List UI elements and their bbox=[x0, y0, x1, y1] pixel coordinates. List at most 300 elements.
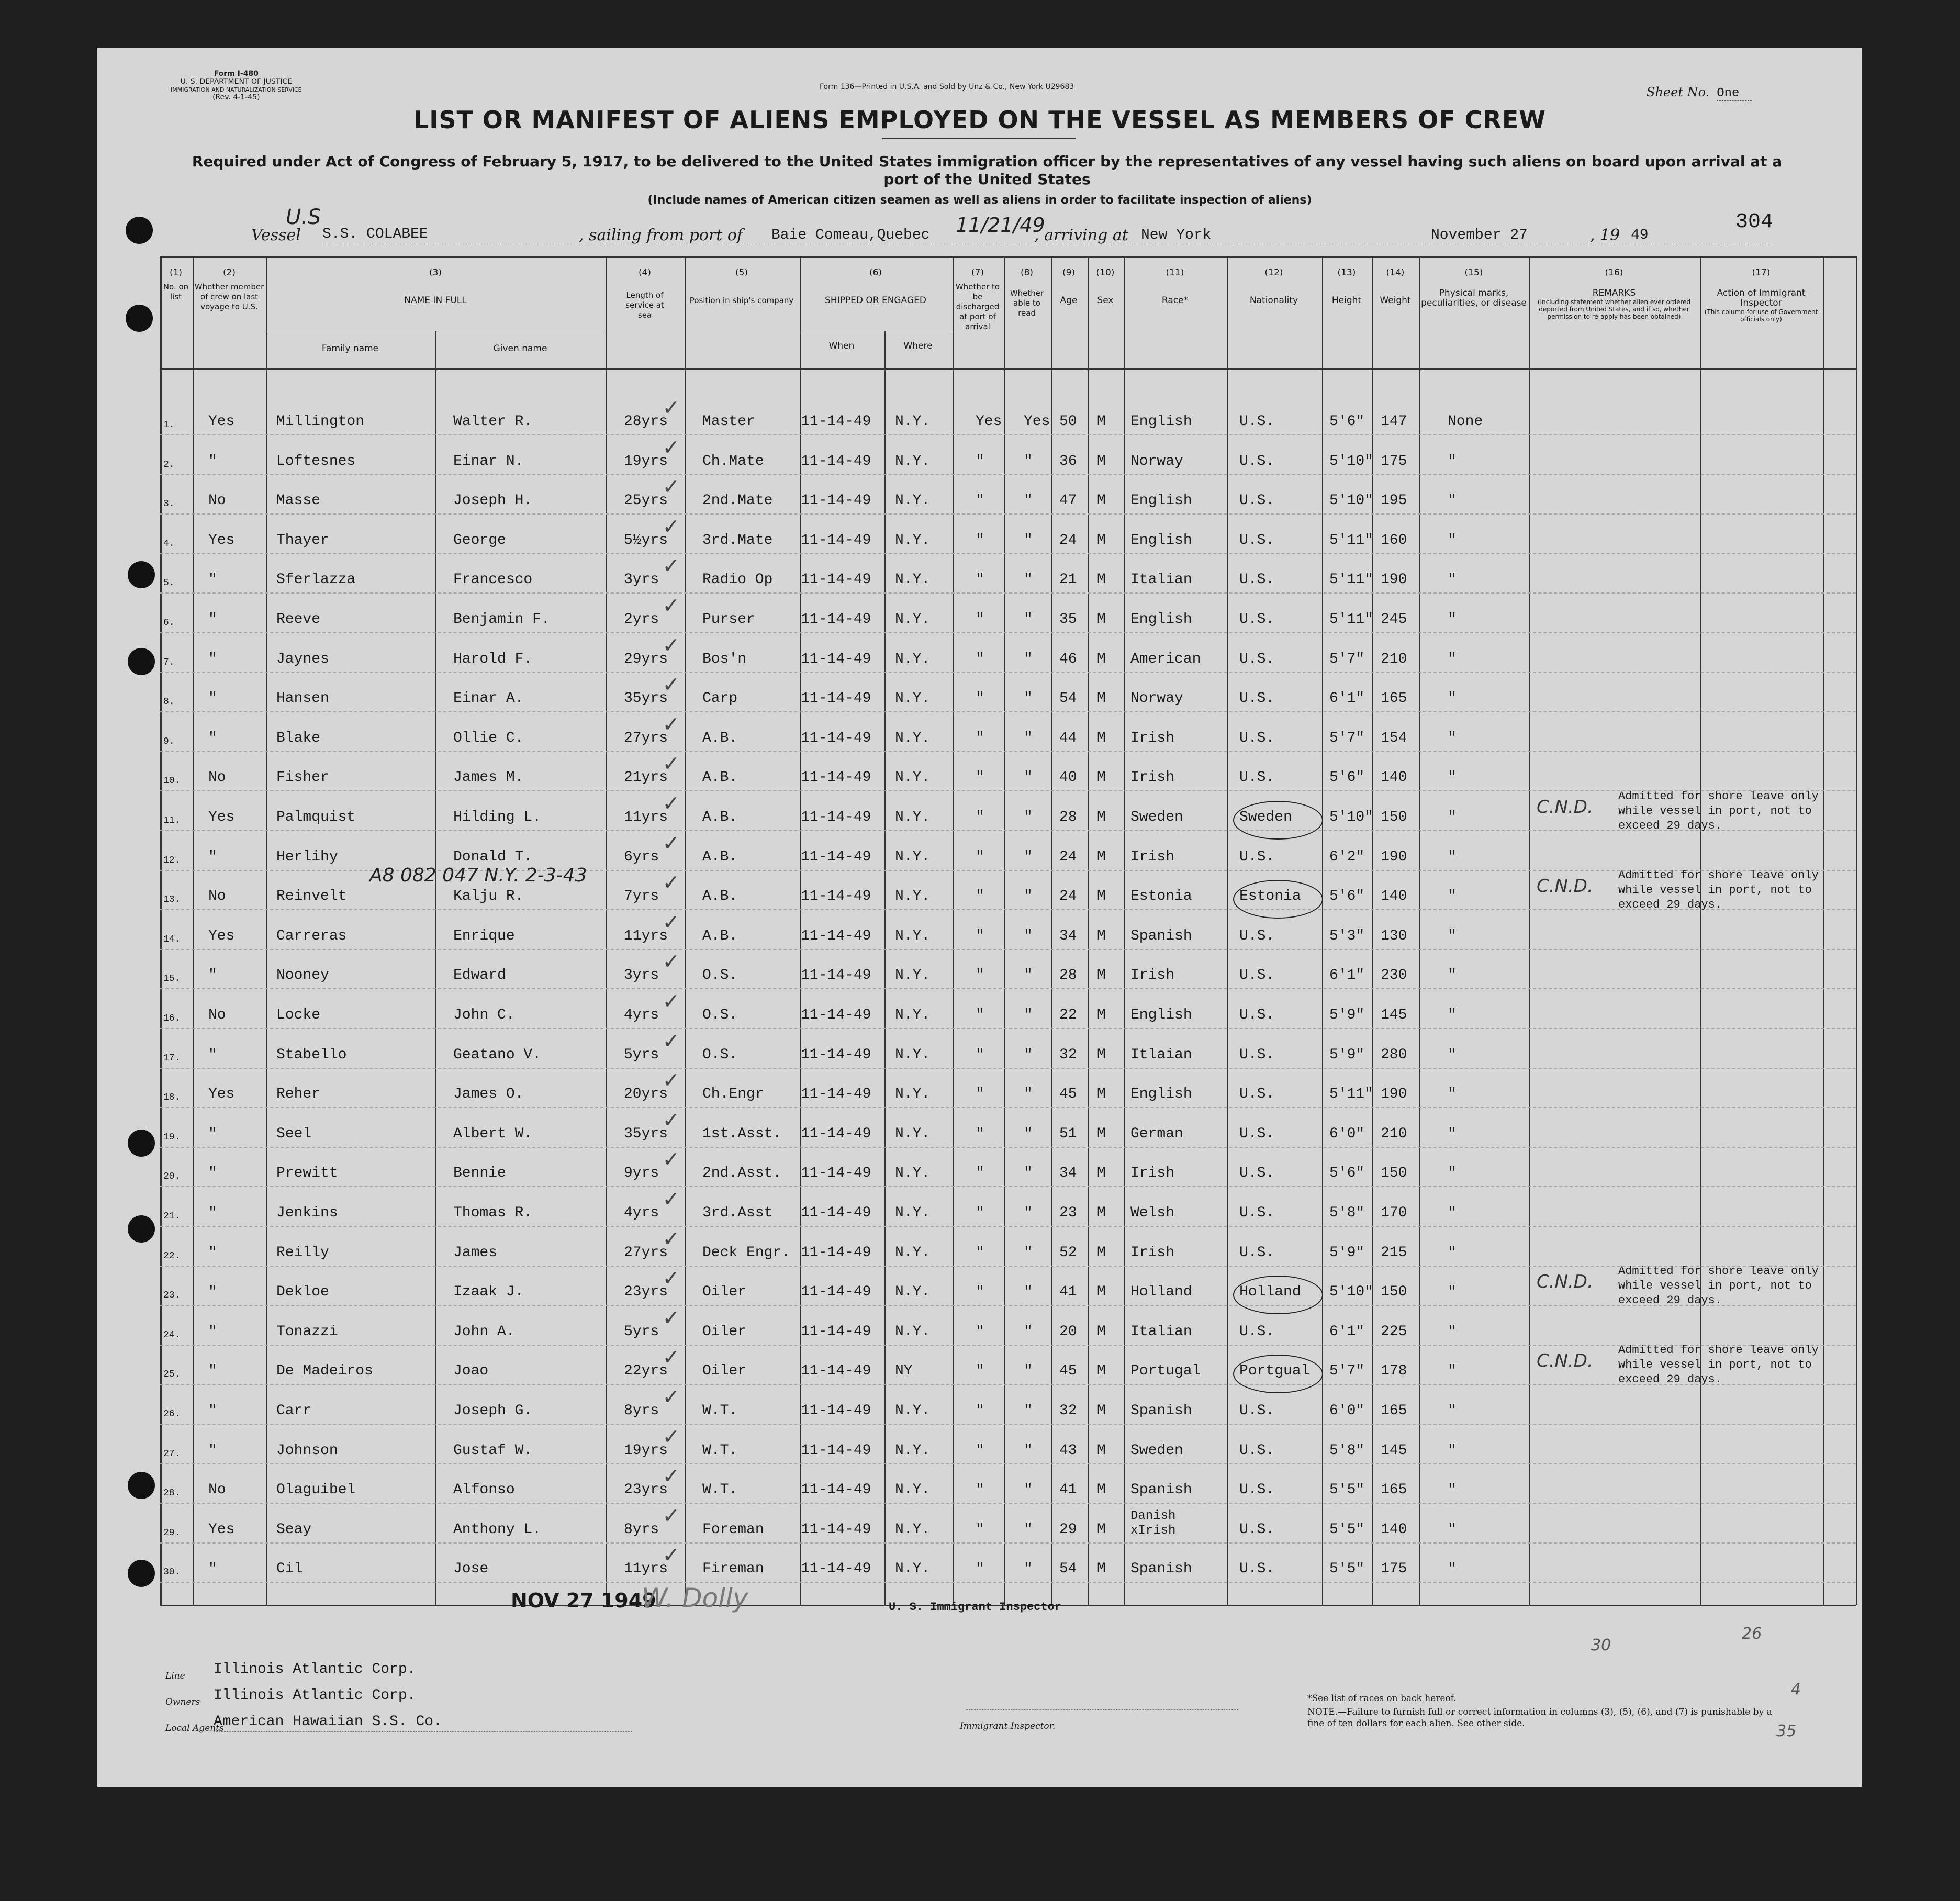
nationality: U.S. bbox=[1239, 1323, 1275, 1340]
check-mark-icon: ✓ bbox=[664, 1463, 678, 1491]
height: 6'2" bbox=[1329, 848, 1365, 865]
inspector-action: C.N.D. bbox=[1537, 1271, 1593, 1293]
age: 22 bbox=[1059, 1007, 1077, 1023]
punch-hole bbox=[128, 1215, 155, 1243]
column-rule bbox=[193, 256, 194, 1605]
shipped-where: N.Y. bbox=[895, 1521, 931, 1538]
height: 5'10" bbox=[1329, 493, 1374, 509]
row-rule bbox=[160, 988, 1856, 989]
weight: 154 bbox=[1381, 730, 1407, 746]
shipped-where: N.Y. bbox=[895, 532, 931, 549]
shipped-when: 11-14-49 bbox=[801, 493, 871, 509]
weight: 140 bbox=[1381, 888, 1407, 905]
height: 5'6" bbox=[1329, 769, 1365, 786]
race: Irish bbox=[1130, 769, 1175, 786]
age: 34 bbox=[1059, 927, 1077, 944]
ship-position: A.B. bbox=[702, 848, 738, 865]
weight: 178 bbox=[1381, 1363, 1407, 1380]
race: English bbox=[1130, 532, 1192, 549]
height: 6'1" bbox=[1329, 690, 1365, 707]
sex: M bbox=[1097, 1561, 1106, 1578]
printer-line: Form 136—Printed in U.S.A. and Sold by Unz & Co., New York U29683 bbox=[820, 83, 1074, 91]
row-number: 20. bbox=[163, 1171, 181, 1182]
given-name: Ollie C. bbox=[453, 730, 524, 746]
family-name: Johnson bbox=[276, 1442, 338, 1459]
shipped-where: N.Y. bbox=[895, 690, 931, 707]
agents-value: American Hawaiian S.S. Co. bbox=[214, 1714, 442, 1730]
row-rule bbox=[160, 909, 1856, 910]
check-mark-icon: ✓ bbox=[664, 870, 678, 898]
nationality: Estonia bbox=[1239, 888, 1301, 905]
physical-marks: " bbox=[1448, 1007, 1457, 1023]
ship-position: 2nd.Mate bbox=[702, 493, 773, 509]
age: 20 bbox=[1059, 1323, 1077, 1340]
height: 5'6" bbox=[1329, 1165, 1365, 1182]
length-of-service: 22yrs bbox=[624, 1363, 668, 1380]
last-voyage: " bbox=[208, 453, 217, 469]
col-8-header: (8) Whether able to read bbox=[1010, 267, 1044, 318]
ship-position: 2nd.Asst. bbox=[702, 1165, 782, 1182]
height: 6'0" bbox=[1329, 1403, 1365, 1419]
to-be-discharged: " bbox=[976, 769, 984, 786]
nationality: U.S. bbox=[1239, 690, 1275, 707]
age: 34 bbox=[1059, 1165, 1077, 1182]
row-number: 9. bbox=[163, 736, 175, 747]
weight: 165 bbox=[1381, 1403, 1407, 1419]
table-header-rule bbox=[160, 368, 1856, 370]
row-rule bbox=[160, 1503, 1856, 1504]
race: Danish xIrish bbox=[1130, 1508, 1176, 1538]
weight: 170 bbox=[1381, 1205, 1407, 1221]
able-to-read: " bbox=[1024, 611, 1033, 628]
ship-position: A.B. bbox=[702, 927, 738, 944]
row-number: 28. bbox=[163, 1488, 181, 1499]
remark-stamp: Admitted for shore leave only while vessel in port, not to exceed 29 days. bbox=[1618, 1344, 1819, 1386]
age: 45 bbox=[1059, 1086, 1077, 1103]
nationality: Sweden bbox=[1239, 809, 1292, 825]
col-4-header: (4) Length of service at sea bbox=[625, 267, 664, 320]
column-rule bbox=[1004, 256, 1005, 1605]
family-name-header: Family name bbox=[321, 343, 379, 354]
sex: M bbox=[1097, 572, 1106, 588]
service: IMMIGRATION AND NATURALIZATION SERVICE bbox=[171, 86, 302, 93]
family-name: Seay bbox=[276, 1521, 312, 1538]
shipped-when: 11-14-49 bbox=[801, 848, 871, 865]
arrival-year: 49 bbox=[1631, 227, 1649, 243]
age: 35 bbox=[1059, 611, 1077, 628]
row-rule bbox=[160, 1186, 1856, 1187]
last-voyage: " bbox=[208, 1046, 217, 1063]
last-voyage: " bbox=[208, 690, 217, 707]
nationality: U.S. bbox=[1239, 413, 1275, 430]
sex: M bbox=[1097, 927, 1106, 944]
age: 32 bbox=[1059, 1046, 1077, 1063]
column-rule bbox=[1823, 256, 1824, 1605]
able-to-read: " bbox=[1024, 967, 1033, 984]
row-number: 11. bbox=[163, 815, 181, 826]
length-of-service: 3yrs bbox=[624, 967, 659, 984]
row-rule bbox=[160, 434, 1856, 435]
sex: M bbox=[1097, 413, 1106, 430]
last-voyage: " bbox=[208, 967, 217, 984]
height: 5'10" bbox=[1329, 809, 1374, 825]
height: 5'5" bbox=[1329, 1561, 1365, 1578]
ship-position: Foreman bbox=[702, 1521, 764, 1538]
row-rule bbox=[160, 790, 1856, 791]
physical-marks: " bbox=[1448, 532, 1457, 549]
to-be-discharged: " bbox=[976, 1403, 984, 1419]
nationality: U.S. bbox=[1239, 1165, 1275, 1182]
punch-hole bbox=[128, 1472, 155, 1499]
col-2-header: (2) Whether member of crew on last voyage to U.S. bbox=[194, 267, 264, 311]
given-name: John A. bbox=[453, 1323, 515, 1340]
row-number: 26. bbox=[163, 1409, 181, 1419]
column-rule bbox=[160, 256, 162, 1605]
weight: 140 bbox=[1381, 769, 1407, 786]
check-mark-icon: ✓ bbox=[664, 474, 678, 502]
check-mark-icon: ✓ bbox=[664, 751, 678, 779]
given-name: Kalju R. bbox=[453, 888, 524, 905]
race-note: *See list of races on back hereof. bbox=[1307, 1693, 1457, 1704]
sex: M bbox=[1097, 493, 1106, 509]
nationality: U.S. bbox=[1239, 769, 1275, 786]
able-to-read: " bbox=[1024, 690, 1033, 707]
given-name: John C. bbox=[453, 1007, 515, 1023]
nationality: U.S. bbox=[1239, 1244, 1275, 1261]
row-rule bbox=[160, 474, 1856, 475]
col-3-header: (3) NAME IN FULL bbox=[404, 267, 467, 306]
length-of-service: 11yrs bbox=[624, 1561, 668, 1578]
row-number: 10. bbox=[163, 776, 181, 787]
able-to-read: " bbox=[1024, 1205, 1033, 1221]
physical-marks: " bbox=[1448, 1284, 1457, 1301]
row-rule bbox=[160, 830, 1856, 831]
sex: M bbox=[1097, 848, 1106, 865]
ship-position: W.T. bbox=[702, 1403, 738, 1419]
remark-stamp: Admitted for shore leave only while vessel in port, not to exceed 29 days. bbox=[1618, 869, 1819, 912]
to-be-discharged: " bbox=[976, 1086, 984, 1103]
nationality: U.S. bbox=[1239, 1086, 1275, 1103]
family-name: Herlihy bbox=[276, 848, 338, 865]
ship-position: Ch.Mate bbox=[702, 453, 764, 469]
nationality: U.S. bbox=[1239, 1125, 1275, 1142]
age: 50 bbox=[1059, 413, 1077, 430]
race: Irish bbox=[1130, 730, 1175, 746]
able-to-read: " bbox=[1024, 1482, 1033, 1499]
row-rule bbox=[160, 1068, 1856, 1069]
race: Irish bbox=[1130, 967, 1175, 984]
ship-position: O.S. bbox=[702, 1007, 738, 1023]
length-of-service: 35yrs bbox=[624, 1125, 668, 1142]
where-header: Where bbox=[903, 341, 933, 351]
to-be-discharged: " bbox=[976, 967, 984, 984]
row-number: 16. bbox=[163, 1013, 181, 1024]
ship-position: Radio Op bbox=[702, 572, 773, 588]
row-number: 23. bbox=[163, 1290, 181, 1301]
check-mark-icon: ✓ bbox=[664, 434, 678, 462]
age: 28 bbox=[1059, 809, 1077, 825]
weight: 195 bbox=[1381, 493, 1407, 509]
physical-marks: " bbox=[1448, 493, 1457, 509]
sex: M bbox=[1097, 769, 1106, 786]
sex: M bbox=[1097, 1007, 1106, 1023]
able-to-read: " bbox=[1024, 927, 1033, 944]
ship-position: O.S. bbox=[702, 967, 738, 984]
page-subtitle: Required under Act of Congress of February 5, 1917, to be delivered to the United States immigration officer by the representatives of any vessel having such aliens on board upon arrival at a port of the United States bbox=[192, 153, 1783, 188]
weight: 225 bbox=[1381, 1323, 1407, 1340]
row-number: 24. bbox=[163, 1329, 181, 1340]
shipped-where: N.Y. bbox=[895, 1442, 931, 1459]
to-be-discharged: " bbox=[976, 1561, 984, 1578]
shipped-when: 11-14-49 bbox=[801, 1046, 871, 1063]
sex: M bbox=[1097, 730, 1106, 746]
to-be-discharged: " bbox=[976, 809, 984, 825]
nationality-circle bbox=[1233, 1276, 1323, 1314]
ship-position: Oiler bbox=[702, 1323, 747, 1340]
col-13-header: (13) Height bbox=[1331, 267, 1362, 306]
row-number: 27. bbox=[163, 1448, 181, 1459]
check-mark-icon: ✓ bbox=[664, 1305, 678, 1333]
ship-position: W.T. bbox=[702, 1442, 738, 1459]
to-be-discharged: " bbox=[976, 651, 984, 667]
given-name: Edward bbox=[453, 967, 506, 984]
shipped-when: 11-14-49 bbox=[801, 1442, 871, 1459]
sex: M bbox=[1097, 1086, 1106, 1103]
family-name: Carr bbox=[276, 1403, 312, 1419]
shipped-when: 11-14-49 bbox=[801, 572, 871, 588]
row-number: 1. bbox=[163, 420, 175, 430]
shipped-when: 11-14-49 bbox=[801, 967, 871, 984]
last-voyage: " bbox=[208, 1403, 217, 1419]
to-be-discharged: " bbox=[976, 690, 984, 707]
arrival-date: November 27 bbox=[1431, 227, 1528, 243]
column-rule bbox=[884, 331, 886, 1605]
physical-marks: " bbox=[1448, 611, 1457, 628]
to-be-discharged: " bbox=[976, 572, 984, 588]
family-name: Blake bbox=[276, 730, 321, 746]
check-mark-icon: ✓ bbox=[664, 513, 678, 541]
length-of-service: 4yrs bbox=[624, 1007, 659, 1023]
nationality: Holland bbox=[1239, 1284, 1301, 1301]
shipped-where: N.Y. bbox=[895, 453, 931, 469]
to-be-discharged: " bbox=[976, 1125, 984, 1142]
ship-position: Carp bbox=[702, 690, 738, 707]
sex: M bbox=[1097, 888, 1106, 905]
length-of-service: 6yrs bbox=[624, 848, 659, 865]
race: Spanish bbox=[1130, 1482, 1192, 1499]
nationality: U.S. bbox=[1239, 1205, 1275, 1221]
race: English bbox=[1130, 413, 1192, 430]
line-value: Illinois Atlantic Corp. bbox=[214, 1661, 416, 1678]
given-name: Alfonso bbox=[453, 1482, 515, 1499]
family-name: Millington bbox=[276, 413, 365, 430]
shipped-where: N.Y. bbox=[895, 769, 931, 786]
family-name: De Madeiros bbox=[276, 1363, 373, 1380]
weight: 175 bbox=[1381, 1561, 1407, 1578]
given-name: Harold F. bbox=[453, 651, 533, 667]
last-voyage: No bbox=[208, 1007, 226, 1023]
nationality: U.S. bbox=[1239, 572, 1275, 588]
race: Norway bbox=[1130, 690, 1183, 707]
nationality: U.S. bbox=[1239, 611, 1275, 628]
given-name: Albert W. bbox=[453, 1125, 533, 1142]
family-name: Loftesnes bbox=[276, 453, 356, 469]
nationality-circle bbox=[1233, 880, 1323, 919]
age: 52 bbox=[1059, 1244, 1077, 1261]
height: 5'11" bbox=[1329, 1086, 1374, 1103]
able-to-read: " bbox=[1024, 1244, 1033, 1261]
length-of-service: 2yrs bbox=[624, 611, 659, 628]
physical-marks: " bbox=[1448, 1521, 1457, 1538]
ship-position: 3rd.Mate bbox=[702, 532, 773, 549]
shipped-when: 11-14-49 bbox=[801, 453, 871, 469]
column-rule bbox=[1124, 256, 1125, 1605]
ship-position: Deck Engr. bbox=[702, 1244, 791, 1261]
physical-marks: " bbox=[1448, 967, 1457, 984]
weight: 150 bbox=[1381, 1165, 1407, 1182]
shipped-where: N.Y. bbox=[895, 1482, 931, 1499]
arriving-label: , arriving at bbox=[1034, 226, 1128, 244]
able-to-read: " bbox=[1024, 809, 1033, 825]
sex: M bbox=[1097, 967, 1106, 984]
age: 54 bbox=[1059, 1561, 1077, 1578]
family-name: Hansen bbox=[276, 690, 329, 707]
shipped-when: 11-14-49 bbox=[801, 1363, 871, 1380]
shipped-where: N.Y. bbox=[895, 848, 931, 865]
last-voyage: Yes bbox=[208, 413, 235, 430]
ship-position: Ch.Engr bbox=[702, 1086, 764, 1103]
shipped-where: N.Y. bbox=[895, 1046, 931, 1063]
last-voyage: Yes bbox=[208, 927, 235, 944]
age: 54 bbox=[1059, 690, 1077, 707]
length-of-service: 11yrs bbox=[624, 927, 668, 944]
nationality: U.S. bbox=[1239, 848, 1275, 865]
check-mark-icon: ✓ bbox=[664, 711, 678, 739]
col-11-header: (11) Race* bbox=[1161, 267, 1189, 306]
family-name: Masse bbox=[276, 493, 321, 509]
check-mark-icon: ✓ bbox=[664, 1424, 678, 1451]
last-voyage: " bbox=[208, 651, 217, 667]
weight: 150 bbox=[1381, 809, 1407, 825]
able-to-read: " bbox=[1024, 848, 1033, 865]
check-mark-icon: ✓ bbox=[664, 830, 678, 858]
sex: M bbox=[1097, 1403, 1106, 1419]
given-name: Einar N. bbox=[453, 453, 524, 469]
weight: 147 bbox=[1381, 413, 1407, 430]
length-of-service: 19yrs bbox=[624, 453, 668, 469]
sheet-value: One bbox=[1717, 86, 1752, 101]
table-top-rule bbox=[160, 256, 1856, 258]
weight: 175 bbox=[1381, 453, 1407, 469]
check-mark-icon: ✓ bbox=[664, 1384, 678, 1412]
last-voyage: " bbox=[208, 1125, 217, 1142]
length-of-service: 35yrs bbox=[624, 690, 668, 707]
physical-marks: " bbox=[1448, 1363, 1457, 1380]
column-rule bbox=[1322, 256, 1323, 1605]
given-name: Joseph G. bbox=[453, 1403, 533, 1419]
sex: M bbox=[1097, 1284, 1106, 1301]
length-of-service: 5yrs bbox=[624, 1046, 659, 1063]
shipped-when: 11-14-49 bbox=[801, 1323, 871, 1340]
physical-marks: " bbox=[1448, 769, 1457, 786]
last-voyage: Yes bbox=[208, 1086, 235, 1103]
nationality-circle bbox=[1233, 801, 1323, 840]
punch-hole bbox=[126, 305, 153, 332]
physical-marks: " bbox=[1448, 1205, 1457, 1221]
physical-marks: " bbox=[1448, 1323, 1457, 1340]
family-name: Cil bbox=[276, 1561, 303, 1578]
race: Irish bbox=[1130, 1244, 1175, 1261]
ship-position: Oiler bbox=[702, 1363, 747, 1380]
nationality: U.S. bbox=[1239, 1007, 1275, 1023]
given-name: George bbox=[453, 532, 506, 549]
weight: 245 bbox=[1381, 611, 1407, 628]
column-rule bbox=[1856, 256, 1857, 1605]
race: Sweden bbox=[1130, 1442, 1183, 1459]
length-of-service: 8yrs bbox=[624, 1403, 659, 1419]
given-name: Bennie bbox=[453, 1165, 506, 1182]
row-number: 8. bbox=[163, 697, 175, 708]
last-voyage: No bbox=[208, 769, 226, 786]
check-mark-icon: ✓ bbox=[664, 553, 678, 581]
able-to-read: " bbox=[1024, 1521, 1033, 1538]
given-name: Thomas R. bbox=[453, 1205, 533, 1221]
nationality: U.S. bbox=[1239, 651, 1275, 667]
age: 23 bbox=[1059, 1205, 1077, 1221]
row-rule bbox=[160, 711, 1856, 712]
column-rule bbox=[1088, 256, 1089, 1605]
able-to-read: " bbox=[1024, 1007, 1033, 1023]
stamp-number: 304 bbox=[1735, 210, 1774, 234]
given-name: Jose bbox=[453, 1561, 489, 1578]
weight: 150 bbox=[1381, 1284, 1407, 1301]
sheet-label: Sheet No. bbox=[1647, 85, 1710, 99]
able-to-read: " bbox=[1024, 453, 1033, 469]
check-mark-icon: ✓ bbox=[664, 1266, 678, 1293]
race: English bbox=[1130, 611, 1192, 628]
weight: 160 bbox=[1381, 532, 1407, 549]
age: 24 bbox=[1059, 888, 1077, 905]
shipped-where: N.Y. bbox=[895, 730, 931, 746]
vessel-label: Vessel bbox=[251, 226, 301, 244]
shipped-when: 11-14-49 bbox=[801, 651, 871, 667]
col-1-header: (1) No. on list bbox=[163, 267, 189, 301]
given-name: James bbox=[453, 1244, 498, 1261]
arrival-port: New York bbox=[1141, 227, 1212, 243]
physical-marks: " bbox=[1448, 572, 1457, 588]
family-name: Reeve bbox=[276, 611, 321, 628]
check-mark-icon: ✓ bbox=[664, 1068, 678, 1095]
row-rule bbox=[160, 1542, 1856, 1544]
race: Spanish bbox=[1130, 1403, 1192, 1419]
race: English bbox=[1130, 493, 1192, 509]
ship-position: A.B. bbox=[702, 769, 738, 786]
remark-stamp: Admitted for shore leave only while vessel in port, not to exceed 29 days. bbox=[1618, 790, 1819, 832]
given-name: Einar A. bbox=[453, 690, 524, 707]
to-be-discharged: " bbox=[976, 453, 984, 469]
check-mark-icon: ✓ bbox=[664, 1226, 678, 1254]
column-rule bbox=[266, 256, 267, 1605]
owners-value: Illinois Atlantic Corp. bbox=[214, 1687, 416, 1704]
sex: M bbox=[1097, 690, 1106, 707]
ship-position: Fireman bbox=[702, 1561, 764, 1578]
sex: M bbox=[1097, 651, 1106, 667]
shipped-where: NY bbox=[895, 1363, 913, 1380]
to-be-discharged: " bbox=[976, 1323, 984, 1340]
last-voyage: Yes bbox=[208, 532, 235, 549]
race: English bbox=[1130, 1086, 1192, 1103]
family-name: Seel bbox=[276, 1125, 312, 1142]
